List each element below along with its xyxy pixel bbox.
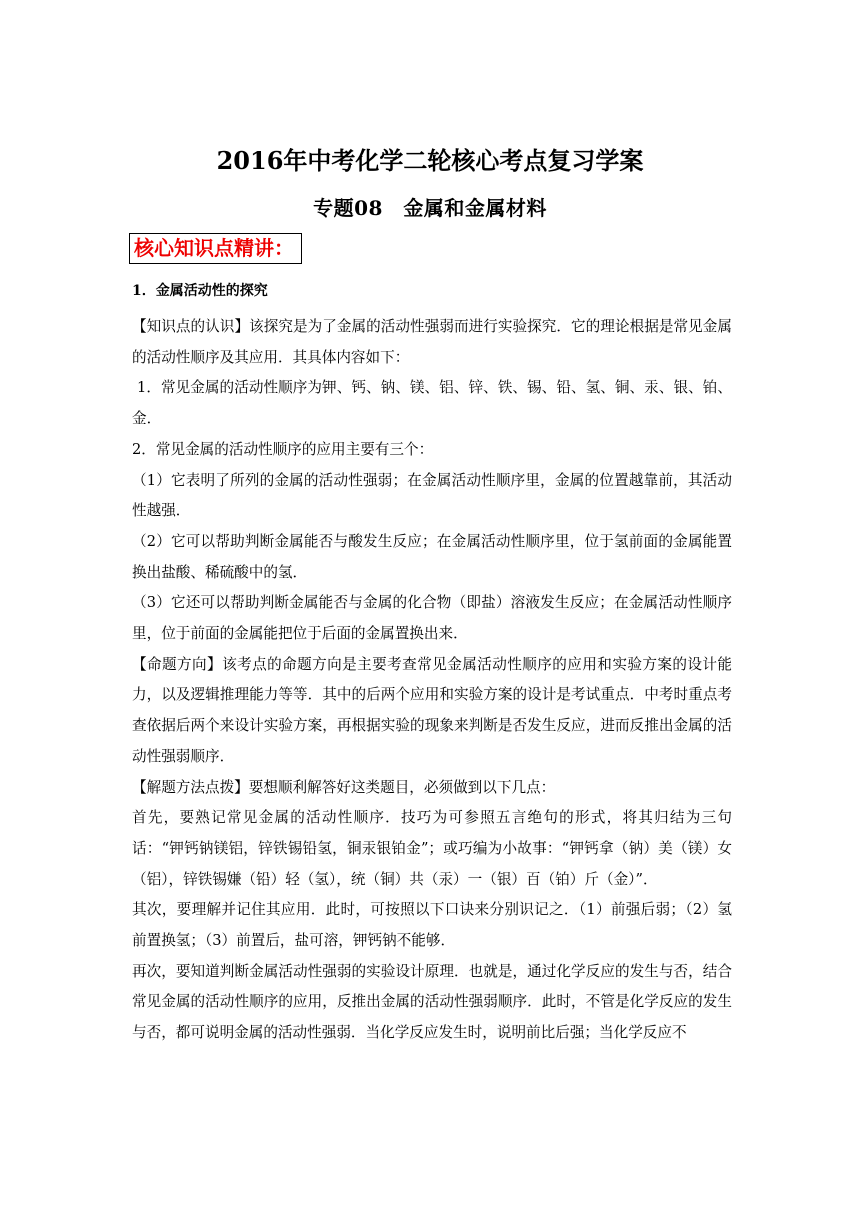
paragraph-item: [132, 588, 732, 649]
paragraph-label: 【命题方向】: [132, 655, 223, 673]
paragraph-text: （3）它还可以帮助判断金属能否与金属的化合物（即盐）溶液发生反应；在金属活动性顺序里，位于前面的金属能把位于后面的金属置换出来．: [132, 594, 732, 643]
paragraph-knowledge: [132, 312, 732, 373]
paragraph-text: 首先，要熟记常见金属的活动性顺序．技巧为可参照五言绝句的形式，将其归结为三句话：“钾钙钠镁铝，锌铁锡铅氢，铜汞银铂金”；或巧编为小故事：“钾钙拿（钠）美（镁）女（铝），锌铁锡嫌（铅）轻（氢），统（铜）共（汞）一（银）百（铂）斤（金）”．: [132, 809, 732, 888]
paragraph-item: [132, 435, 732, 466]
section-heading: 1．金属活动性的探究: [132, 283, 268, 299]
paragraph-item: [132, 895, 732, 956]
core-knowledge-box: 核心知识点精讲：: [129, 233, 302, 264]
paragraph-text: 要想顺利解答好这类题目，必须做到以下几点：: [248, 778, 556, 796]
paragraph-text: 该探究是为了金属的活动性强弱而进行实验探究．它的理论根据是常见金属的活动性顺序及其应用．其具体内容如下：: [132, 318, 732, 366]
paragraph-exam-direction: [132, 650, 732, 773]
page-title: 2016年中考化学二轮核心考点复习学案: [216, 146, 644, 175]
paragraph-text: （1）它表明了所列的金属的活动性强弱；在金属活动性顺序里，金属的位置越靠前，其活动性越强．: [132, 471, 732, 520]
paragraph-label: 【知识点的认识】: [132, 318, 250, 335]
paragraph-label: 【解题方法点拨】: [132, 778, 249, 796]
paragraph-text: 再次，要知道判断金属活动性强弱的实验设计原理．也就是，通过化学反应的发生与否，结合常见金属的活动性顺序的应用，反推出金属的活动性强弱顺序．此时，不管是化学反应的发生与否，都可说明金属的活动性强弱．当化学反应发生时，说明前比后强；当化学反应不: [132, 962, 732, 1042]
paragraph-item: [132, 466, 732, 527]
paragraph-text: 其次，要理解并记住其应用．此时，可按照以下口诀来分别识记之．（1）前强后弱；（2）氢前置换氢；（3）前置后，盐可溶，钾钙钠不能够．: [132, 901, 732, 950]
paragraph-method: [132, 773, 732, 804]
body-text: [132, 312, 732, 1049]
paragraph-text: 2．常见金属的活动性顺序的应用主要有三个：: [132, 440, 434, 458]
paragraph-item: [132, 373, 732, 434]
paragraph-item: [132, 527, 732, 588]
page-subtitle: 专题08 金属和金属材料: [313, 196, 547, 220]
paragraph-item: [132, 803, 732, 895]
paragraph-text: 1．常见金属的活动性顺序为钾、钙、钠、镁、铝、锌、铁、锡、铅、氢、铜、汞、银、铂、金．: [132, 379, 732, 428]
paragraph-text: 该考点的命题方向是主要考查常见金属活动性顺序的应用和实验方案的设计能力，以及逻辑推理能力等等．其中的后两个应用和实验方案的设计是考试重点．中考时重点考查依据后两个来设计实验方案，再根据实验的现象来判断是否发生反应，进而反推出金属的活动性强弱顺序．: [132, 655, 732, 765]
paragraph-text: （2）它可以帮助判断金属能否与酸发生反应；在金属活动性顺序里，位于氢前面的金属能置换出盐酸、稀硫酸中的氢．: [132, 532, 732, 581]
paragraph-item: [132, 957, 732, 1049]
